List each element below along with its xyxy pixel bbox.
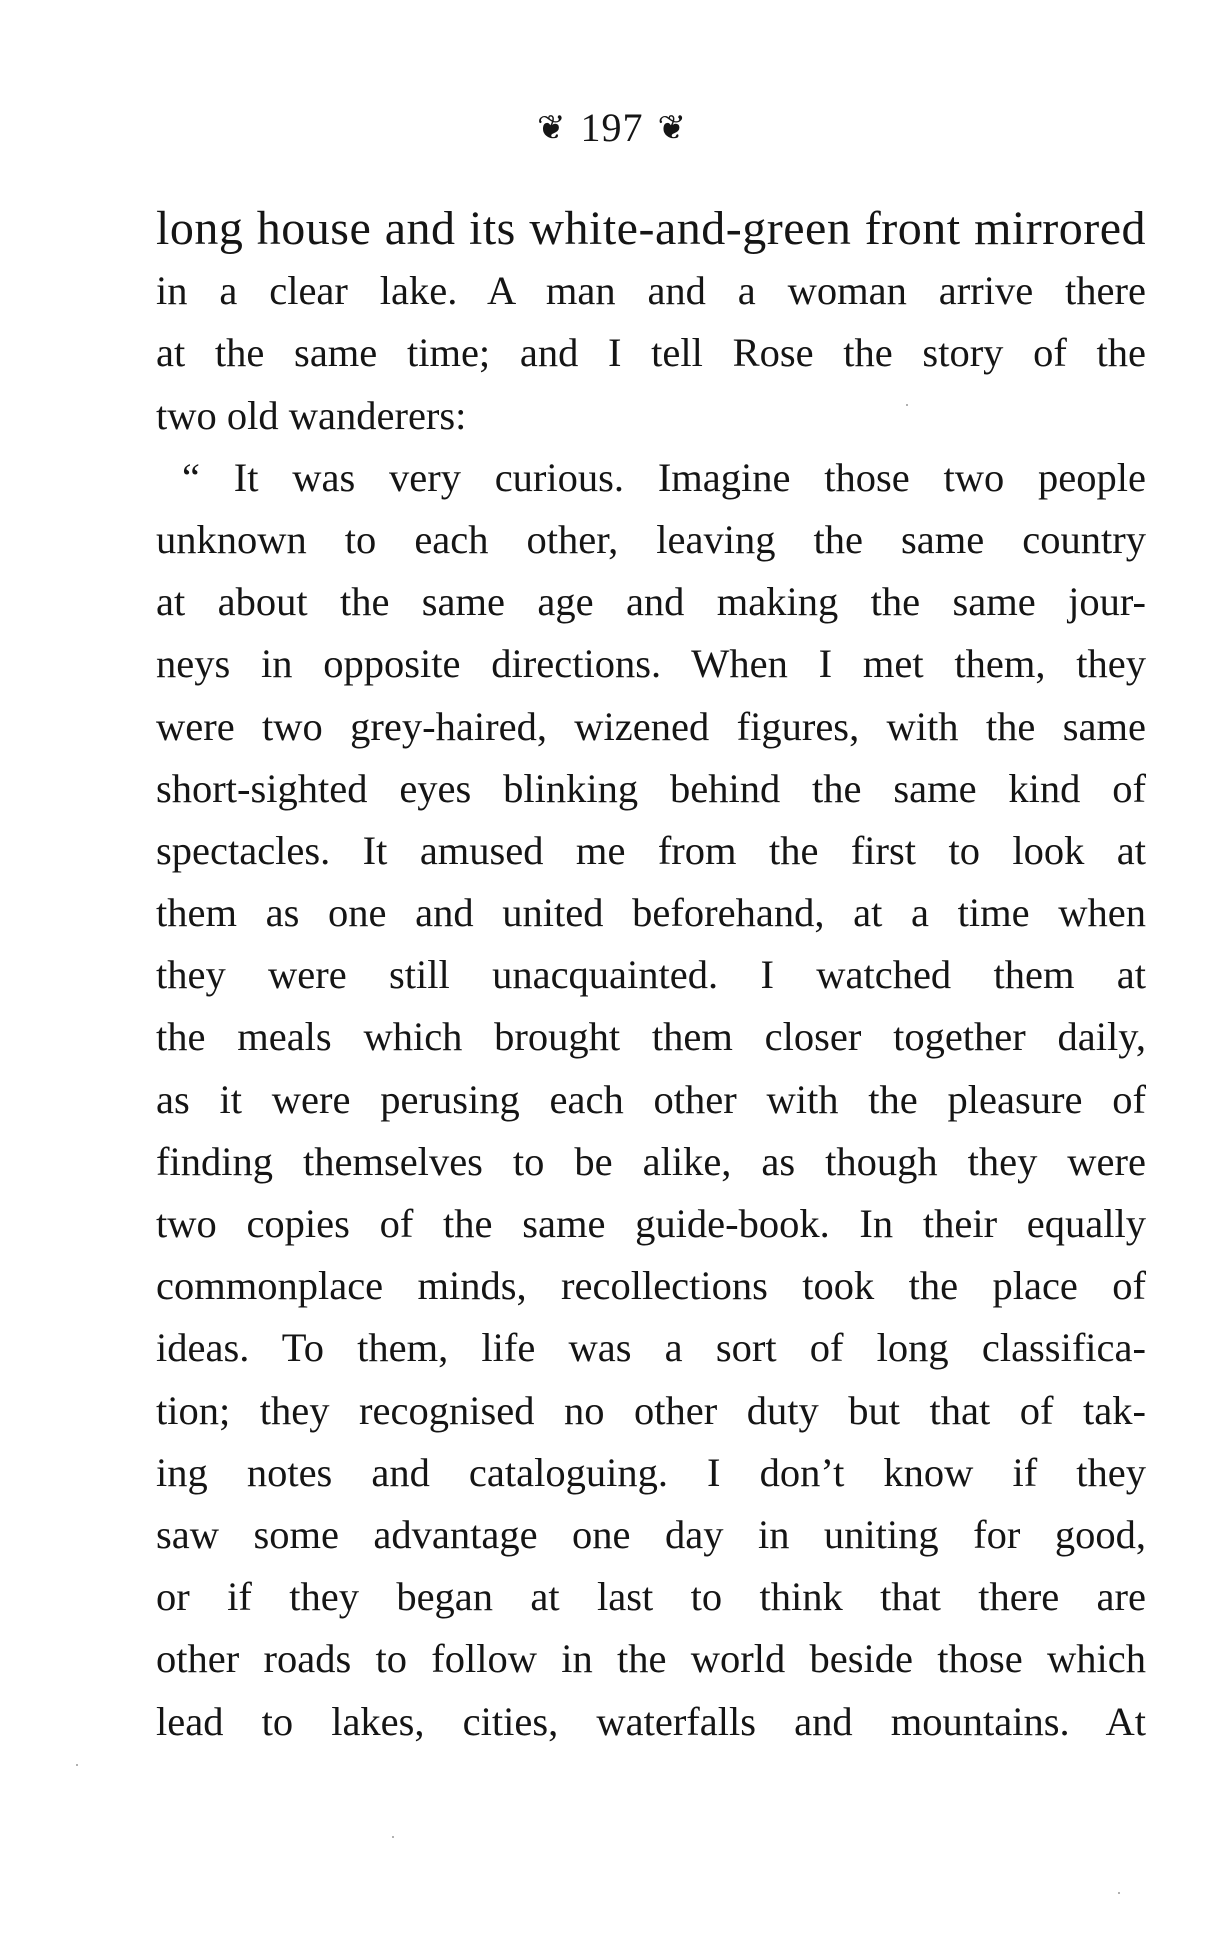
text-line: were two grey-haired, wizened figures, with the same bbox=[156, 703, 1146, 749]
page-number: 197 bbox=[580, 105, 644, 150]
text-line: long house and its white-and-green front mirrored bbox=[156, 202, 1146, 255]
paper-speck bbox=[1118, 1892, 1120, 1894]
text-line: neys in opposite directions. When I met them, they bbox=[156, 641, 1146, 687]
paper-speck bbox=[76, 1764, 78, 1766]
text-line: the meals which brought them closer together daily, bbox=[156, 1014, 1146, 1060]
text-line: at about the same age and making the same jour- bbox=[156, 579, 1146, 625]
text-line: unknown to each other, leaving the same country bbox=[156, 516, 1146, 562]
body-text bbox=[156, 198, 1146, 1753]
paper-speck bbox=[906, 404, 908, 406]
text-line: lead to lakes, cities, waterfalls and mountains. At bbox=[156, 1698, 1146, 1744]
text-line: ing notes and cataloguing. I don’t know if they bbox=[156, 1449, 1146, 1495]
text-line: “ It was very curious. Imagine those two people bbox=[182, 454, 1146, 500]
paper-speck bbox=[392, 1836, 394, 1838]
text-line: two copies of the same guide-book. In their equally bbox=[156, 1201, 1146, 1246]
text-line: two old wanderers: bbox=[156, 392, 467, 438]
fleuron-right-icon: ❦ bbox=[657, 110, 687, 147]
text-line: ideas. To them, life was a sort of long classifica- bbox=[156, 1325, 1146, 1371]
text-line: saw some advantage one day in uniting for good, bbox=[156, 1511, 1146, 1557]
text-line: finding themselves to be alike, as though they were bbox=[156, 1138, 1146, 1184]
text-line: tion; they recognised no other duty but that of tak- bbox=[156, 1387, 1146, 1433]
text-line: they were still unacquainted. I watched them at bbox=[156, 952, 1146, 998]
fleuron-left-icon: ❦ bbox=[537, 110, 567, 147]
text-line: or if they began at last to think that there are bbox=[156, 1574, 1146, 1620]
text-line: them as one and united beforehand, at a time when bbox=[156, 890, 1146, 936]
text-line: spectacles. It amused me from the first to look at bbox=[156, 827, 1146, 873]
text-line: short-sighted eyes blinking behind the same kind of bbox=[156, 765, 1146, 811]
text-line: as it were perusing each other with the pleasure of bbox=[156, 1076, 1146, 1122]
text-line: other roads to follow in the world beside those which bbox=[156, 1636, 1146, 1682]
running-head bbox=[0, 104, 1224, 153]
text-line: at the same time; and I tell Rose the story of the bbox=[156, 330, 1146, 376]
text-line: commonplace minds, recollections took the place of bbox=[156, 1263, 1146, 1309]
text-line: in a clear lake. A man and a woman arrive there bbox=[156, 268, 1146, 314]
